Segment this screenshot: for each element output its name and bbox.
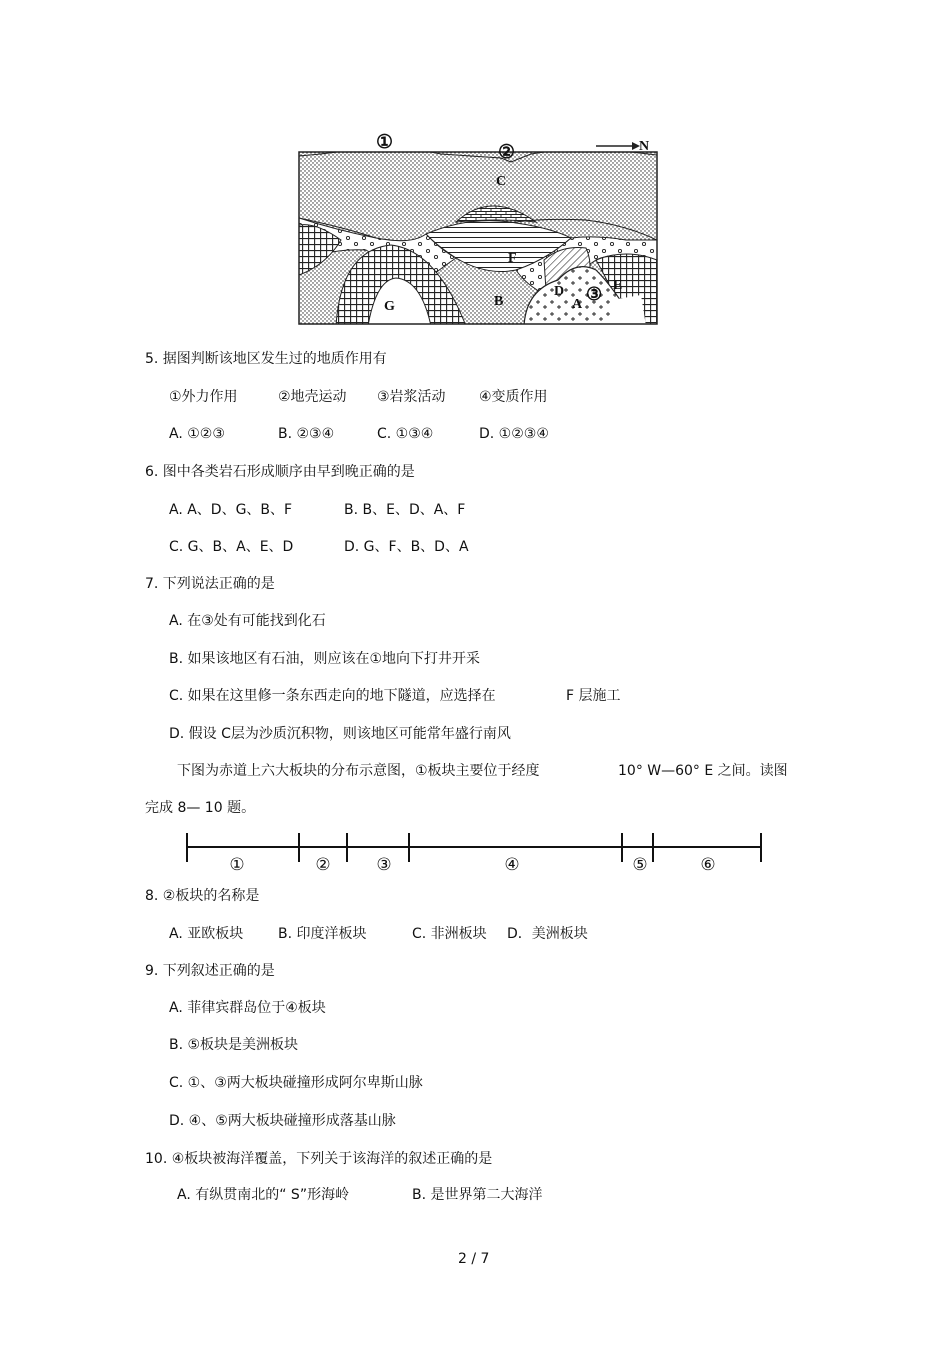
q8-option-a: A. 亚欧板块 — [169, 926, 244, 942]
q10-option-a: A. 有纵贯南北的“ S”形海岭 — [177, 1187, 350, 1203]
question-7-stem: 7. 下列说法正确的是 — [145, 576, 275, 592]
q10-option-b: B. 是世界第二大海洋 — [412, 1187, 543, 1203]
q5-option-b: B. ②③④ — [278, 426, 335, 442]
geologic-cross-section-figure — [296, 130, 660, 326]
q7-option-d: D. 假设 C层为沙质沉积物，则该地区可能常年盛行南风 — [169, 726, 511, 742]
plate-label-2: ② — [315, 855, 331, 875]
question-8-stem: 8. ②板块的名称是 — [145, 888, 260, 904]
fig1-label-B: B — [494, 294, 504, 309]
q6-option-b: B. B、E、D、A、F — [344, 502, 466, 518]
fig1-label-circle2: ② — [498, 142, 516, 163]
fig1-label-E: E — [613, 278, 623, 293]
q5-option-d: D. ①②③④ — [479, 426, 549, 442]
intro-line-1a: 下图为赤道上六大板块的分布示意图，①板块主要位于经度 — [177, 763, 540, 779]
q5-item-4: ④变质作用 — [479, 389, 548, 405]
q8-option-c: C. 非洲板块 — [412, 926, 487, 942]
question-10-stem: 10. ④板块被海洋覆盖，下列关于该海洋的叙述正确的是 — [145, 1151, 493, 1167]
q7-option-a: A. 在③处有可能找到化石 — [169, 613, 326, 629]
fig1-label-circle1: ① — [376, 132, 394, 153]
q9-option-a: A. 菲律宾群岛位于④板块 — [169, 1000, 326, 1016]
q7-option-b: B. 如果该地区有石油，则应该在①地向下打井开采 — [169, 651, 481, 667]
q8-option-d: D．美洲板块 — [507, 926, 588, 942]
fig1-label-G: G — [384, 299, 395, 314]
plate-label-4: ④ — [504, 855, 520, 875]
fig1-label-north: N — [639, 139, 650, 154]
q5-item-1: ①外力作用 — [169, 389, 238, 405]
plate-label-5: ⑤ — [632, 855, 648, 875]
q7-option-c: C. 如果在这里修一条东西走向的地下隧道，应选择在 — [169, 688, 496, 704]
q8-option-b: B. 印度洋板块 — [278, 926, 367, 942]
fig1-label-C: C — [496, 174, 507, 189]
fig1-label-A: A — [572, 297, 583, 312]
q5-item-2: ②地壳运动 — [278, 389, 347, 405]
q9-option-b: B. ⑤板块是美洲板块 — [169, 1037, 299, 1053]
page-number: 2 / 7 — [458, 1251, 490, 1267]
q9-option-c: C. ①、③两大板块碰撞形成阿尔卑斯山脉 — [169, 1075, 423, 1091]
q5-option-a: A. ①②③ — [169, 426, 225, 442]
q9-option-d: D. ④、⑤两大板块碰撞形成落基山脉 — [169, 1113, 396, 1129]
intro-line-1b: 10° W—60° E 之间。读图 — [618, 763, 788, 779]
q5-item-3: ③岩浆活动 — [377, 389, 446, 405]
q6-option-c: C. G、B、A、E、D — [169, 539, 294, 555]
plate-label-3: ③ — [376, 855, 392, 875]
plate-distribution-bar-figure — [180, 830, 770, 878]
q5-option-c: C. ①③④ — [377, 426, 434, 442]
question-9-stem: 9. 下列叙述正确的是 — [145, 963, 275, 979]
question-6-stem: 6. 图中各类岩石形成顺序由早到晚正确的是 — [145, 464, 415, 480]
intro-line-2: 完成 8— 10 题。 — [145, 800, 256, 816]
q6-option-d: D. G、F、B、D、A — [344, 539, 469, 555]
plate-label-6: ⑥ — [700, 855, 716, 875]
plate-label-1: ① — [229, 855, 245, 875]
question-5-stem: 5. 据图判断该地区发生过的地质作用有 — [145, 351, 387, 367]
fig1-label-D: D — [554, 284, 565, 299]
fig1-label-circle3: ③ — [586, 284, 603, 304]
q6-option-a: A. A、D、G、B、F — [169, 502, 293, 518]
fig1-label-F: F — [508, 251, 517, 266]
q7-option-c-tail: F 层施工 — [566, 688, 621, 704]
